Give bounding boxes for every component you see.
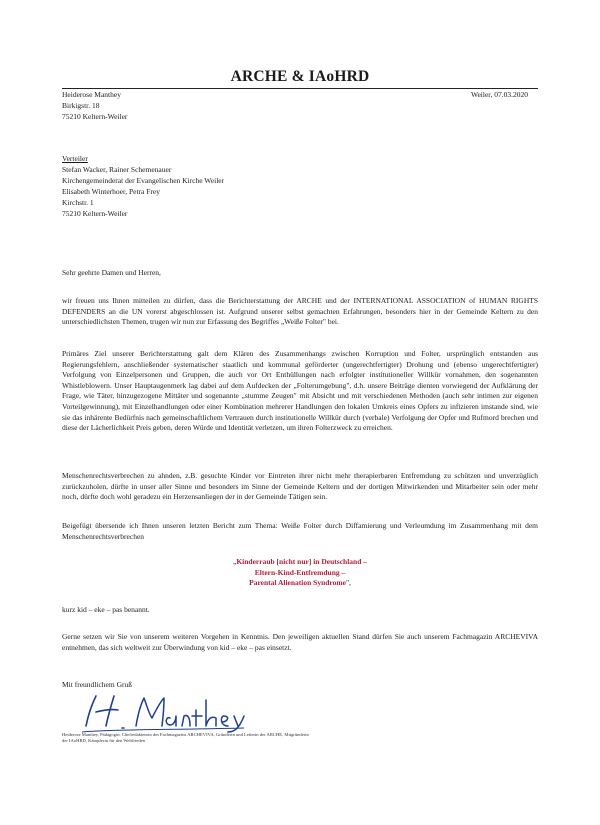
paragraph-report: [62, 521, 538, 542]
recipient-line: Kirchengemeinderat der Evangelischen Kirche Weiler: [62, 176, 225, 185]
close-quote: ",: [345, 578, 351, 588]
report-title-line: Kinderraub [nicht nur] in Deutschland –: [236, 557, 367, 566]
handwritten-signature: [78, 688, 248, 734]
paragraph-goal: [62, 349, 538, 434]
sender-city: 75210 Keltern-Weiler: [62, 112, 128, 121]
recipient-line: Elisabeth Winterhoer, Petra Frey: [62, 187, 160, 196]
sender-street: Birkigstr. 18: [62, 101, 100, 110]
salutation: Sehr geehrte Damen und Herren,: [62, 268, 161, 277]
distribution-label: Verteiler: [62, 154, 88, 163]
paragraph-text: wir freuen uns Ihnen mitteilen zu dürfen, dass die Berichterstattung der ARCHE und der INTERNATIONAL ASSOCIATION of HUMAN RIGHTS DEFENDERS an die UN vorerst abgeschlossen ist. Aufgrund unserer selbst gemachten Erfahrungen, besonders hier in der Gemeinde Keltern zu den unterschiedlichsten Themen, trugen wir nun zur Erfassung des Begriffes „Weiße Folter" bei.: [62, 296, 538, 327]
paragraph-text: Beigefügt übersende ich Ihnen unseren letzten Bericht zum Thema: Weiße Folter durch Diffamierung und Verleumdung im Zusammenhang mit dem Menschenrechtsverbrechen: [62, 521, 538, 541]
paragraph-human-rights: [62, 471, 538, 503]
recipient-line: 75210 Keltern-Weiler: [62, 209, 128, 218]
recipient-line: Kirchstr. 1: [62, 198, 94, 207]
recipient-line: Stefan Wacker, Rainer Schemenauer: [62, 165, 172, 174]
report-title-line: Eltern-Kind-Entfremdung –: [254, 567, 346, 577]
paragraph-text: Primäres Ziel unserer Berichterstattung galt dem Klären des Zusammenhangs zwischen Korruption und Folter, ursprünglich entstanden aus Regierungsfehlern, anschließender systematischer staatlich und kommunal geförderter (ungerechtfertigter) Drohung und (ebenso ungerechtfertigter) Verfolgung von Einzelpersonen und Gruppen, die auch vor Ort Enthüllungen nach erfolgter institutioneller Willkür vornahmen, den sogenannten Whistleblowern. Unser Hauptaugenmerk lag dabei auf dem Aufdecken der „Folterumgebung", d.h. unsere Beiträge dienten vorwiegend der Aufklärung der Frage, wie Täter, hinzugezogene Mittäter und sogenannte „stumme Zeugen" mit Absicht und mit verschiedenen Methoden (auch sehr intimen zur eigenen Vorteilgewinnung), mit Einzelhandlungen oder einer Kombination mehrerer Handlungen den lokalen Umkreis eines Opfers zu infizieren imstande sind, wie sie das inhärente Bedürfnis nach gemeinschaftlichem Vertrauen durch institutionelle Willkür durch (verbale) Verfolgung der Opfer und Rufmord brechen und diese der Lächerlichkeit Preis geben, deren Würde und Identität verletzen, um ihren Folterzweck zu erreichen.: [62, 349, 538, 433]
open-quote: „: [233, 557, 237, 566]
paragraph-intro: [62, 296, 538, 328]
report-title-block: [0, 557, 600, 589]
short-name-line: kurz kid – eke – pas benannt.: [62, 605, 150, 614]
report-title-line: Parental Alienation Syndrome: [249, 578, 346, 588]
signature-caption: Heiderose Manthey, Pädagogin, Chefredakteurin des Fachmagazins ARCHEVIVA, Gründerin und Leiterin der ARCHE, Mitgründerin der IAoHRD, Kämpferin für den Weltfrieden: [62, 732, 309, 744]
letterhead-title: ARCHE & IAoHRD: [230, 68, 370, 85]
paragraph-text: Menschenrechtsverbrechen zu ahnden, z.B. gesuchte Kinder vor Eintreten ihrer nicht mehr therapierbaren Entfremdung zu schützen und unverzüglich zurückzuholen, dürfte in unser aller Sinne und besonders im Sinne der Gemeinde Keltern und der dortigen Mitwirkenden und Mitarbeiter sein oder mehr noch, dürfte doch wohl geradezu ein Herzensanliegen der in der Gemeinde Tätigen sein.: [62, 471, 538, 502]
header-rule: [62, 88, 538, 89]
paragraph-text: Gerne setzen wir Sie von unserem weiteren Vorgehen in Kenntnis. Den jeweiligen aktuellen Stand dürfen Sie auch unserem Fachmagazin ARCHEVIVA entnehmen, das sich weltweit zur Überwindung von kid – eke – pas einsetzt.: [62, 632, 538, 652]
closing: Mit freundlichem Gruß: [62, 680, 132, 689]
paragraph-outlook: [62, 632, 538, 653]
place-date: Weiler, 07.03.2020: [470, 90, 528, 99]
sender-name: Heiderose Manthey: [62, 90, 121, 99]
